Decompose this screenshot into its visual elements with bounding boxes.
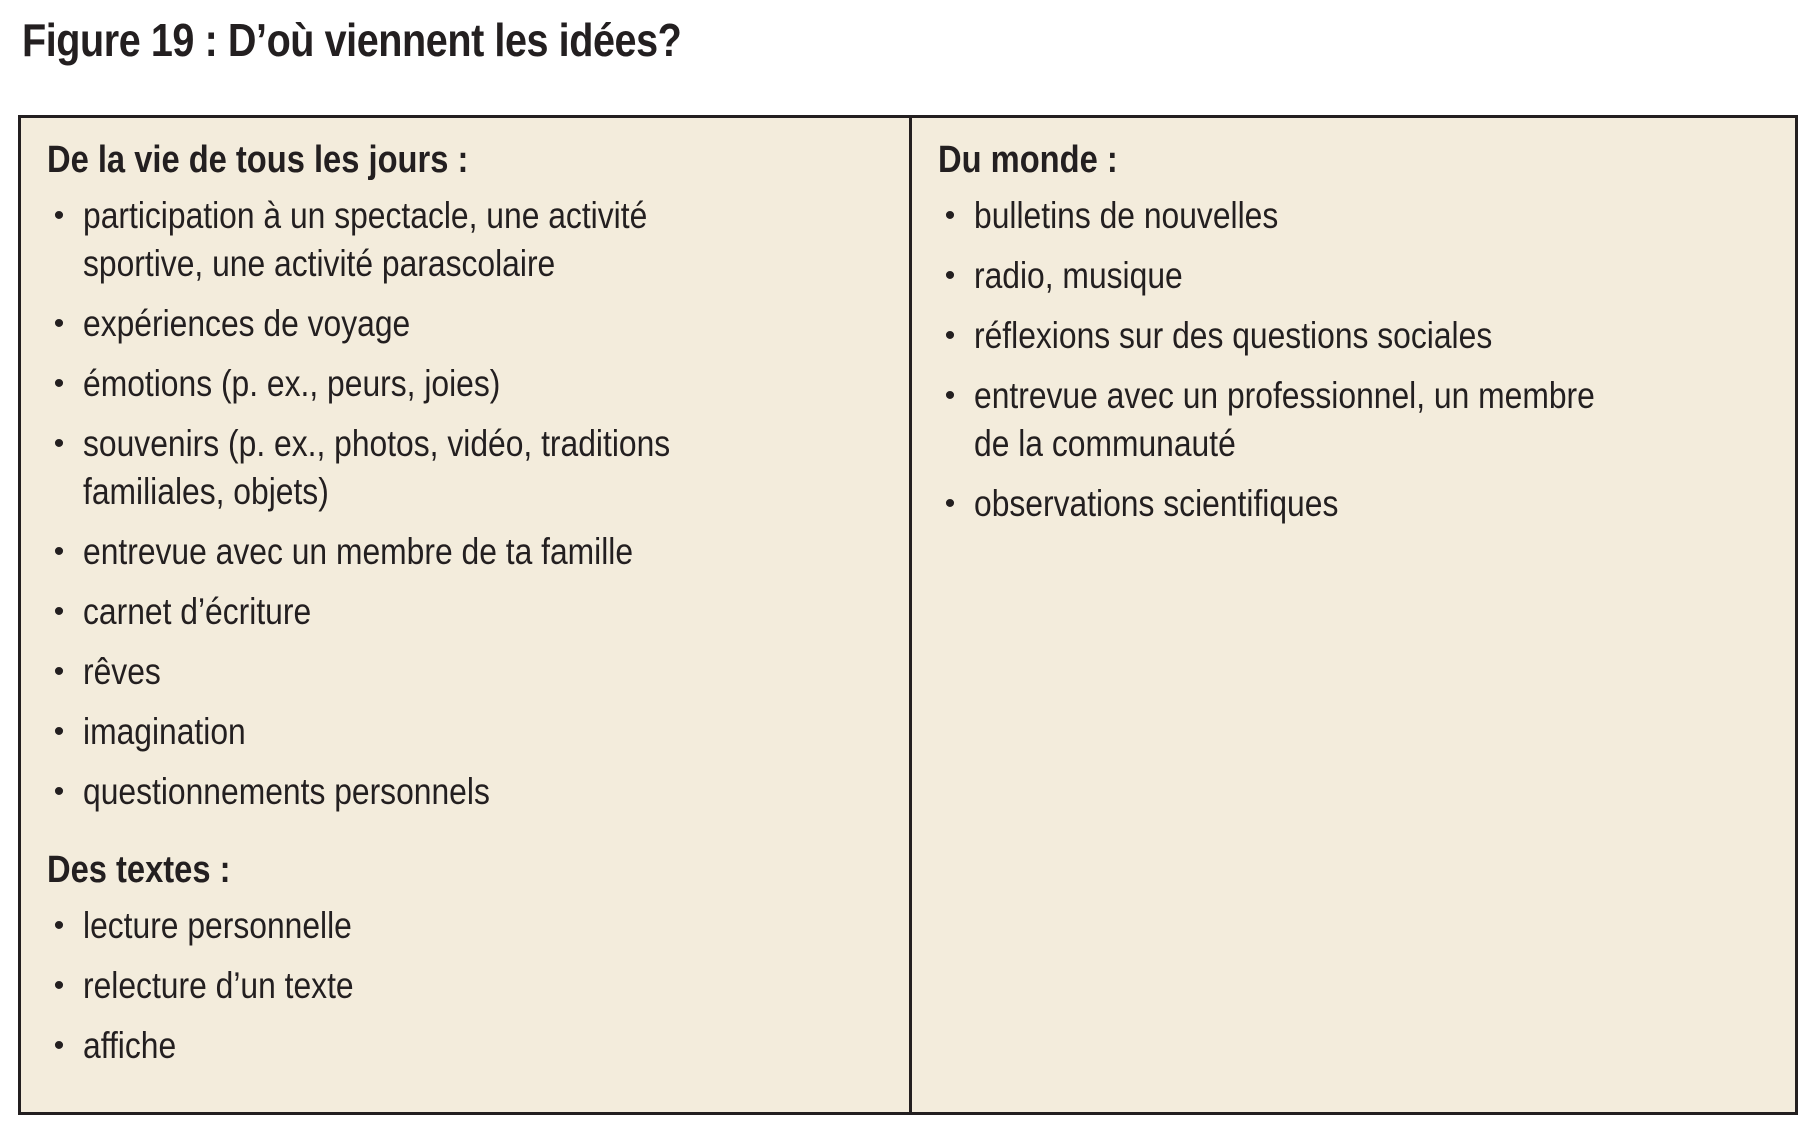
bullet-icon: •	[53, 367, 65, 400]
bullet-icon: •	[53, 307, 65, 340]
bullet-icon: •	[53, 199, 65, 232]
ideas-table	[18, 115, 1798, 1115]
list-item	[47, 962, 889, 1010]
everyday-heading: De la vie de tous les jours :	[47, 139, 469, 181]
list-item	[938, 372, 1816, 468]
list-item-text: bulletins de nouvelles	[974, 195, 1279, 236]
list-item-text: radio, musique	[974, 255, 1183, 296]
list-item	[47, 588, 889, 636]
list-item-text: carnet d’écriture	[83, 591, 312, 632]
figure-title: Figure 19 : D’où viennent les idées?	[22, 14, 682, 66]
everyday-list	[47, 192, 889, 816]
list-item-text: affiche	[83, 1025, 177, 1066]
texts-heading: Des textes :	[47, 849, 231, 891]
bullet-icon: •	[53, 969, 65, 1002]
list-item	[47, 360, 889, 408]
list-item-text: lecture personnelle	[83, 905, 352, 946]
bullet-icon: •	[53, 715, 65, 748]
bullet-icon: •	[53, 427, 65, 460]
bullet-icon: •	[53, 595, 65, 628]
bullet-icon: •	[53, 909, 65, 942]
list-item	[47, 648, 889, 696]
bullet-icon: •	[944, 259, 956, 292]
bullet-icon: •	[944, 487, 956, 520]
list-item	[47, 300, 889, 348]
bullet-icon: •	[53, 535, 65, 568]
list-item	[47, 528, 889, 576]
bullet-icon: •	[53, 655, 65, 688]
list-item	[938, 192, 1816, 240]
list-item-text: souvenirs (p. ex., photos, vidéo, traditions familiales, objets)	[83, 423, 671, 512]
list-item	[47, 192, 889, 288]
list-item-text: imagination	[83, 711, 246, 752]
list-item-text: rêves	[83, 651, 161, 692]
list-item-text: participation à un spectacle, une activité sportive, une activité parascolaire	[83, 195, 648, 284]
list-item	[47, 902, 889, 950]
list-item	[47, 420, 889, 516]
list-item	[47, 768, 889, 816]
list-item	[47, 708, 889, 756]
world-column	[912, 118, 1816, 1112]
list-item-text: observations scientifiques	[974, 483, 1339, 524]
bullet-icon: •	[53, 1029, 65, 1062]
bullet-icon: •	[944, 199, 956, 232]
list-item	[938, 480, 1816, 528]
list-item-text: entrevue avec un professionnel, un membre de la communauté	[974, 375, 1595, 464]
list-item	[938, 252, 1816, 300]
list-item-text: émotions (p. ex., peurs, joies)	[83, 363, 501, 404]
bullet-icon: •	[944, 379, 956, 412]
list-item-text: réflexions sur des questions sociales	[974, 315, 1493, 356]
everyday-column	[21, 118, 912, 1112]
list-item	[938, 312, 1816, 360]
texts-list	[47, 902, 889, 1070]
list-item	[47, 1022, 889, 1070]
list-item-text: relecture d’un texte	[83, 965, 354, 1006]
bullet-icon: •	[53, 775, 65, 808]
bullet-icon: •	[944, 319, 956, 352]
world-heading: Du monde :	[938, 139, 1118, 181]
list-item-text: entrevue avec un membre de ta famille	[83, 531, 634, 572]
list-item-text: expériences de voyage	[83, 303, 411, 344]
world-list	[938, 192, 1816, 528]
list-item-text: questionnements personnels	[83, 771, 490, 812]
